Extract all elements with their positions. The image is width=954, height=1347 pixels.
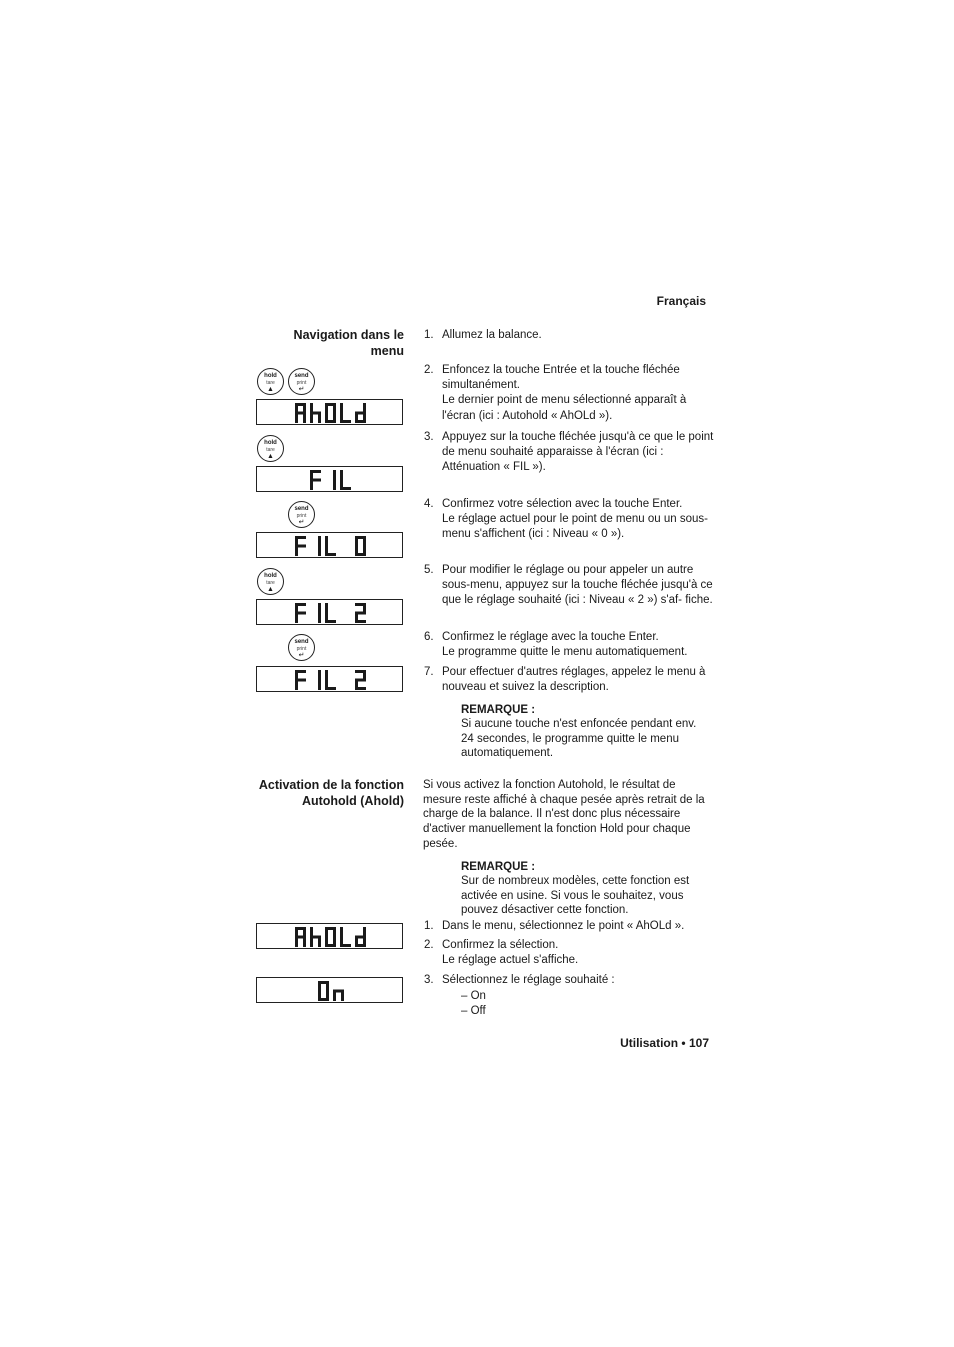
lcd-segment [333, 403, 336, 413]
option-on: – On [461, 990, 486, 1002]
lcd-segment [310, 479, 321, 482]
lcd-segment [333, 480, 336, 490]
lcd-segment [325, 613, 328, 623]
lcd-segment [325, 680, 328, 690]
lcd-readout [257, 600, 404, 626]
lcd-segment [318, 670, 321, 680]
step-1: 1. Allumez la balance. [424, 329, 542, 341]
lcd-segment [295, 412, 306, 415]
lcd-segment [340, 480, 343, 490]
lcd-segment [318, 613, 321, 623]
lcd-segment [318, 546, 321, 556]
section-title-autohold [229, 777, 404, 809]
send-print-key[interactable]: send print ↵ [288, 501, 315, 528]
lcd-readout [257, 467, 404, 493]
lcd-display [256, 599, 403, 625]
lcd-readout [257, 533, 404, 559]
lcd-segment [355, 536, 358, 546]
send-print-key[interactable]: send print ↵ [288, 634, 315, 661]
lcd-segment [355, 612, 366, 615]
lcd-display [256, 977, 403, 1003]
lcd-segment [325, 403, 328, 413]
lcd-segment [318, 536, 321, 546]
lcd-segment [363, 536, 366, 546]
step-7: 7. Pour effectuer d'autres réglages, appelez le menu à nouveau et suivez la description. [424, 666, 706, 694]
arrow-up-icon: ▲ [267, 453, 274, 460]
lcd-segment [325, 937, 328, 947]
title-line: Activation de la fonction [258, 778, 404, 792]
enter-arrow-icon: ↵ [298, 519, 305, 526]
lcd-segment [310, 936, 321, 939]
lcd-segment [318, 991, 321, 1001]
lcd-display [256, 466, 403, 492]
note-box [461, 860, 711, 918]
lcd-segment [355, 936, 366, 939]
language-label: Français [656, 294, 706, 308]
hold-tare-key[interactable]: hold tare ▲ [257, 568, 284, 595]
lcd-segment [333, 470, 336, 480]
note-box [461, 703, 711, 761]
lcd-segment [325, 413, 328, 423]
section-title-navigation [229, 327, 404, 359]
step-4: 4. Confirmez votre sélection avec la touche Enter. Le réglage actuel pour le point de menu ou un sous-menu s'affichent (ici : Niveau « 0 »). [424, 498, 708, 541]
step-6: 6. Confirmez le réglage avec la touche Enter. Le programme quitte le menu automatiquement. [424, 631, 688, 659]
title-line: menu [370, 344, 404, 358]
lcd-segment [355, 412, 366, 415]
note-text: Si aucune touche n'est enfoncée pendant env. 24 secondes, le programme quitte le menu automatiquement. [461, 718, 697, 760]
page-footer: Utilisation • 107 [620, 1036, 709, 1050]
lcd-readout [257, 667, 404, 693]
lcd-readout [257, 400, 404, 426]
option-off: – Off [461, 1005, 486, 1017]
title-line: Navigation dans le [293, 328, 404, 342]
note-title: REMARQUE : [461, 704, 536, 716]
send-print-key[interactable]: send print ↵ [288, 368, 315, 395]
lcd-segment [325, 536, 328, 546]
lcd-segment [318, 603, 321, 613]
lcd-segment [310, 412, 321, 415]
lcd-segment [333, 990, 344, 993]
lcd-segment [295, 612, 306, 615]
lcd-readout [257, 978, 404, 1004]
step-3: 3. Appuyez sur la touche fléchée jusqu'à ce que le point de menu souhaité apparaisse à l'écran (ici : Atténuation « FIL »). [424, 431, 714, 474]
note-text: Sur de nombreux modèles, cette fonction est activée en usine. Si vous le souhaitez, vous pouvez désactiver cette fonction. [461, 875, 690, 917]
step-2: 2. Confirmez la sélection. Le réglage actuel s'affiche. [424, 939, 579, 967]
lcd-display [256, 532, 403, 558]
lcd-readout [257, 924, 404, 950]
lcd-segment [340, 927, 343, 937]
lcd-segment [318, 981, 321, 991]
hold-tare-key[interactable]: hold tare ▲ [257, 435, 284, 462]
step-3: 3. Sélectionnez le réglage souhaité : [424, 974, 615, 986]
lcd-segment [333, 927, 336, 937]
lcd-segment [325, 603, 328, 613]
step-1: 1. Dans le menu, sélectionnez le point « AhOLd ». [424, 920, 685, 932]
lcd-segment [355, 679, 366, 682]
lcd-segment [295, 545, 306, 548]
arrow-up-icon: ▲ [267, 386, 274, 393]
enter-arrow-icon: ↵ [298, 386, 305, 393]
note-title: REMARQUE : [461, 861, 536, 873]
lcd-segment [340, 413, 343, 423]
step-2: 2. Enfoncez la touche Entrée et la touche fléchée simultanément. Le dernier point de menu sélectionné apparaît à l'écran (ici : Autohold « AhOLd »). [424, 364, 687, 422]
lcd-segment [295, 936, 306, 939]
arrow-up-icon: ▲ [267, 586, 274, 593]
intro-paragraph: Si vous activez la fonction Autohold, le résultat de mesure reste affiché à chaque pesée après retrait de la charge de la balance. Il n'est donc plus nécessaire d'activer manuellement la fonction Hold pour chaque pesée. [423, 779, 705, 850]
lcd-segment [318, 680, 321, 690]
lcd-segment [340, 470, 343, 480]
lcd-segment [355, 546, 358, 556]
lcd-segment [295, 679, 306, 682]
title-line: Autohold (Ahold) [301, 794, 404, 808]
lcd-segment [325, 670, 328, 680]
hold-tare-key[interactable]: hold tare ▲ [257, 368, 284, 395]
lcd-segment [340, 403, 343, 413]
lcd-display [256, 923, 403, 949]
step-5: 5. Pour modifier le réglage ou pour appeler un autre sous-menu, appuyez sur la touche fléchée jusqu'à ce que le réglage souhaité (ici : Niveau « 2 ») s'af- fiche. [424, 564, 713, 607]
lcd-segment [340, 937, 343, 947]
lcd-segment [325, 927, 328, 937]
lcd-display [256, 399, 403, 425]
lcd-display [256, 666, 403, 692]
enter-arrow-icon: ↵ [298, 652, 305, 659]
lcd-segment [326, 981, 329, 991]
lcd-segment [325, 546, 328, 556]
